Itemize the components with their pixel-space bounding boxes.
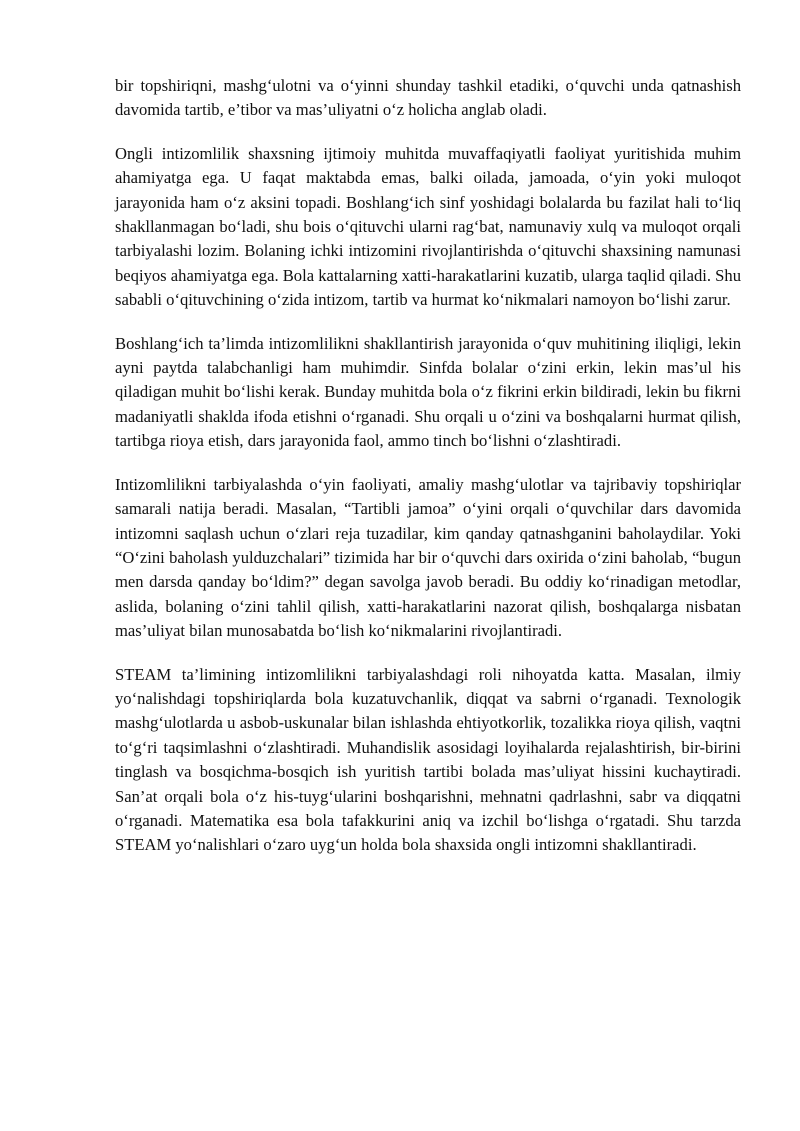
paragraph-5: STEAM ta’limining intizomlilikni tarbiyalashdagi roli nihoyatda katta. Masalan, ilmiy yo‘nalishdagi topshiriqlarda bola kuzatuvchanlik, diqqat va sabrni o‘rganadi. Texnologik mashg‘ulotlarda u asbob-uskunalar bilan ishlashda ehtiyotkorlik, tozalikka rioya qilish, vaqtni to‘g‘ri taqsimlashni o‘zlashtiradi. Muhandislik asosidagi loyihalarda rejalashtirish, bir-birini tinglash va bosqichma-bosqich ish yuritish tartibi bolada mas’uliyat hissini kuchaytiradi. San’at orqali bola o‘z his-tuyg‘ularini boshqarishni, mehnatni qadrlashni, sabr va diqqatni o‘rganadi. Matematika esa bola tafakkurini aniq va izchil bo‘lishga o‘rgatadi. Shu tarzda STEAM yo‘nalishlari o‘zaro uyg‘un holda bola shaxsida ongli intizomni shakllantiradi. — [115, 664, 741, 855]
document-body — [115, 74, 741, 878]
paragraph-2: Ongli intizomlilik shaxsning ijtimoiy muhitda muvaffaqiyatli faoliyat yuritishida muhim ahamiyatga ega. U faqat maktabda emas, balki oilada, jamoada, o‘yin yoki muloqot jarayonida ham o‘z aksini topadi. Boshlang‘ich sinf yoshidagi bolalarda bu fazilat hali to‘liq shakllanmagan bo‘ladi, shu bois o‘qituvchi ularni rag‘bat, namunaviy xulq va muloqot orqali tarbiyalashi lozim. Bolaning ichki intizomini rivojlantirishda o‘qituvchi shaxsining namunasi beqiyos ahamiyatga ega. Bola kattalarning xatti-harakatlarini kuzatib, ularga taqlid qiladi. Shu sababli o‘qituvchining o‘zida intizom, tartib va hurmat ko‘nikmalari namoyon bo‘lishi zarur. — [115, 143, 741, 310]
paragraph-3: Boshlang‘ich ta’limda intizomlilikni shakllantirish jarayonida o‘quv muhitining iliqligi, lekin ayni paytda talabchanligi ham muhimdir. Sinfda bolalar o‘zini erkin, lekin mas’ul his qiladigan muhit bo‘lishi kerak. Bunday muhitda bola o‘z fikrini erkin bildiradi, lekin bu fikrni madaniyatli shaklda ifoda etishni o‘rganadi. Shu orqali u o‘zini va boshqalarni hurmat qilish, tartibga rioya etish, dars jarayonida faol, ammo tinch bo‘lishni o‘zlashtiradi. — [115, 333, 741, 451]
paragraph-4: Intizomlilikni tarbiyalashda o‘yin faoliyati, amaliy mashg‘ulotlar va tajribaviy topshiriqlar samarali natija beradi. Masalan, “Tartibli jamoa” o‘yini orqali o‘quvchilar dars davomida intizomni saqlash uchun o‘zlari reja tuzadilar, kim qanday qatnashganini baholaydilar. Yoki “O‘zini baholash yulduzchalari” tizimida har bir o‘quvchi dars oxirida o‘zini baholab, “bugun men darsda qanday bo‘ldim?” degan savolga javob beradi. Bu oddiy ko‘rinadigan metodlar, aslida, bolaning o‘zini tahlil qilish, xatti-harakatlarini nazorat qilish, boshqalarga nisbatan mas’uliyat bilan munosabatda bo‘lish ko‘nikmalarini rivojlantiradi. — [115, 474, 741, 641]
paragraph-1: bir topshiriqni, mashg‘ulotni va o‘yinni shunday tashkil etadiki, o‘quvchi unda qatnashish davomida tartib, e’tibor va mas’uliyatni o‘z holicha anglab oladi. — [115, 76, 741, 120]
